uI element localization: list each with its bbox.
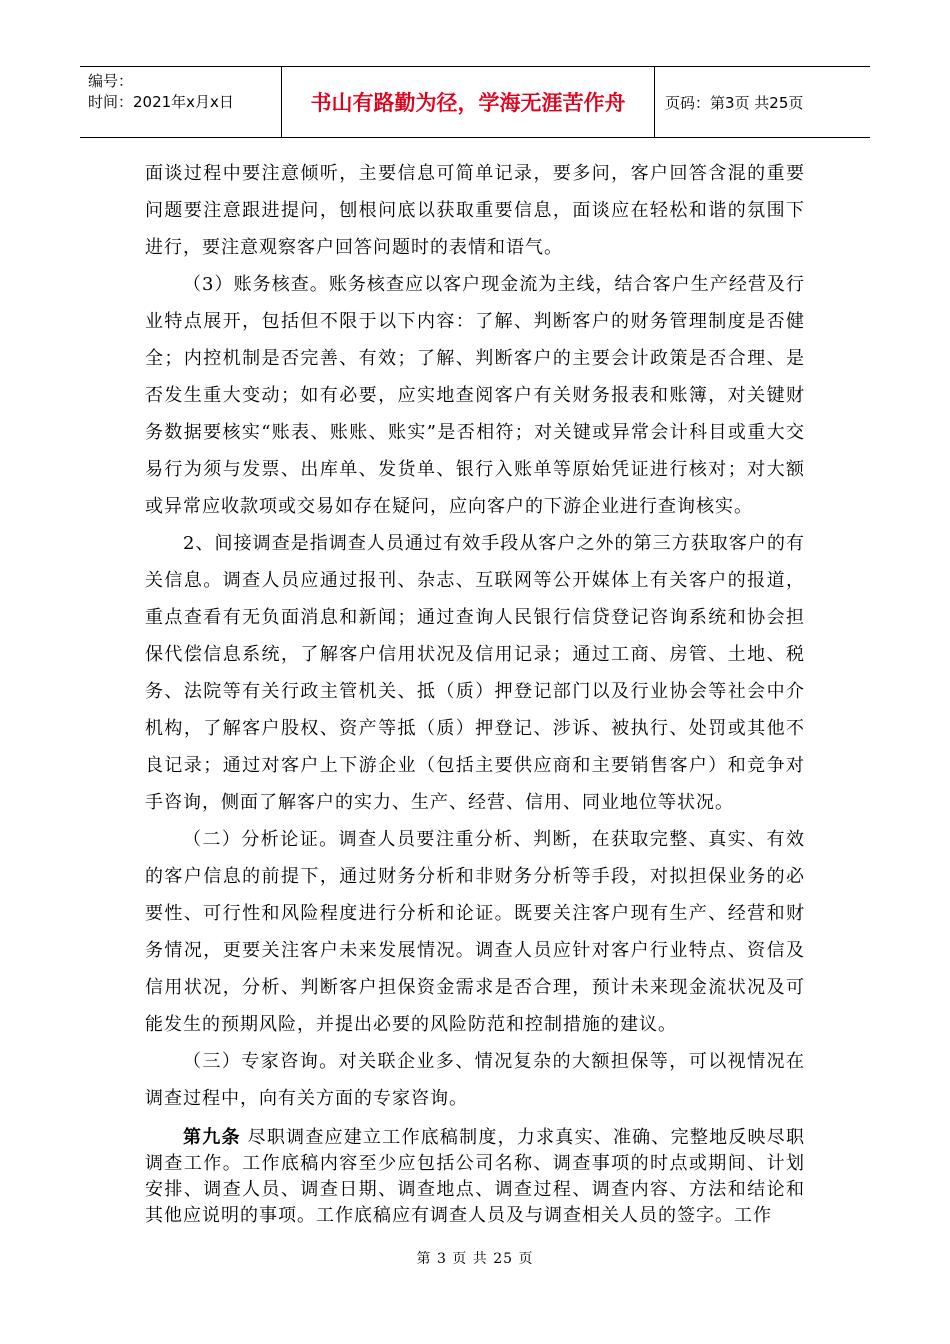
page-header (80, 66, 870, 138)
paragraph-expert-consult: （三）专家咨询。对关联企业多、情况复杂的大额担保等，可以视情况在调查过程中，向有关方面的专家咨询。 (145, 1051, 805, 1109)
header-page-info: 页码：第3页 共25页 (665, 93, 804, 112)
header-motto: 书山有路勤为径，学海无涯苦作舟 (282, 67, 655, 137)
document-body (145, 155, 805, 1229)
page-footer: 第 3 页 共 25 页 (416, 1251, 534, 1267)
article-text: 尽职调查应建立工作底稿制度，力求真实、准确、完整地反映尽职调查工作。工作底稿内容至少应包括公司名称、调查事项的时点或期间、计划安排、调查人员、调查日期、调查地点、调查过程、调查内容、方法和结论和其他应说明的事项。工作底稿应有调查人员及与调查相关人员的签字。工作 (145, 1127, 806, 1226)
document-date: 时间：2021年x月x日 (88, 93, 234, 111)
header-meta (80, 67, 282, 137)
paragraph-analysis: （二）分析论证。调查人员要注重分析、判断，在获取完整、真实、有效的客户信息的前提下，通过财务分析和非财务分析等手段，对拟担保业务的必要性、可行性和风险程度进行分析和论证。既要关注客户现有生产、经营和财务情况，更要关注客户未来发展情况。调查人员应针对客户行业特点、资信及信用状况，分析、判断客户担保资金需求是否合理，预计未来现金流状况及可能发生的预期风险，并提出必要的风险防范和控制措施的建议。 (145, 829, 805, 1035)
paragraph-interview: 面谈过程中要注意倾听，主要信息可简单记录，要多问，客户回答含混的重要问题要注意跟进提问，刨根问底以获取重要信息，面谈应在轻松和谐的氛围下进行，要注意观察客户回答问题时的表情和语气。 (145, 163, 805, 258)
paragraph-article-nine (145, 1125, 805, 1229)
paragraph-indirect-investigation: 2、间接调查是指调查人员通过有效手段从客户之外的第三方获取客户的有关信息。调查人员应通过报刊、杂志、互联网等公开媒体上有关客户的报道，重点查看有无负面消息和新闻；通过查询人民银行信贷登记咨询系统和协会担保代偿信息系统，了解客户信用状况及信用记录；通过工商、房管、土地、税务、法院等有关行政主管机关、抵（质）押登记部门以及行业协会等社会中介机构，了解客户股权、资产等抵（质）押登记、涉诉、被执行、处罚或其他不良记录；通过对客户上下游企业（包括主要供应商和主要销售客户）和竞争对手咨询，侧面了解客户的实力、生产、经营、信用、同业地位等状况。 (145, 533, 805, 813)
document-number-label: 编号： (88, 72, 134, 90)
article-title: 第九条 (183, 1127, 241, 1148)
paragraph-account-check: （3）账务核查。账务核查应以客户现金流为主线，结合客户生产经营及行业特点展开，包括但不限于以下内容：了解、判断客户的财务管理制度是否健全；内控机制是否完善、有效；了解、判断客户的主要会计政策是否合理、是否发生重大变动；如有必要，应实地查阅客户有关财务报表和账簿，对关键财务数据要核实“账表、账账、账实”是否相符；对关键或异常会计科目或重大交易行为须与发票、出库单、发货单、银行入账单等原始凭证进行核对；对大额或异常应收款项或交易如存在疑问，应向客户的下游企业进行查询核实。 (145, 274, 805, 517)
